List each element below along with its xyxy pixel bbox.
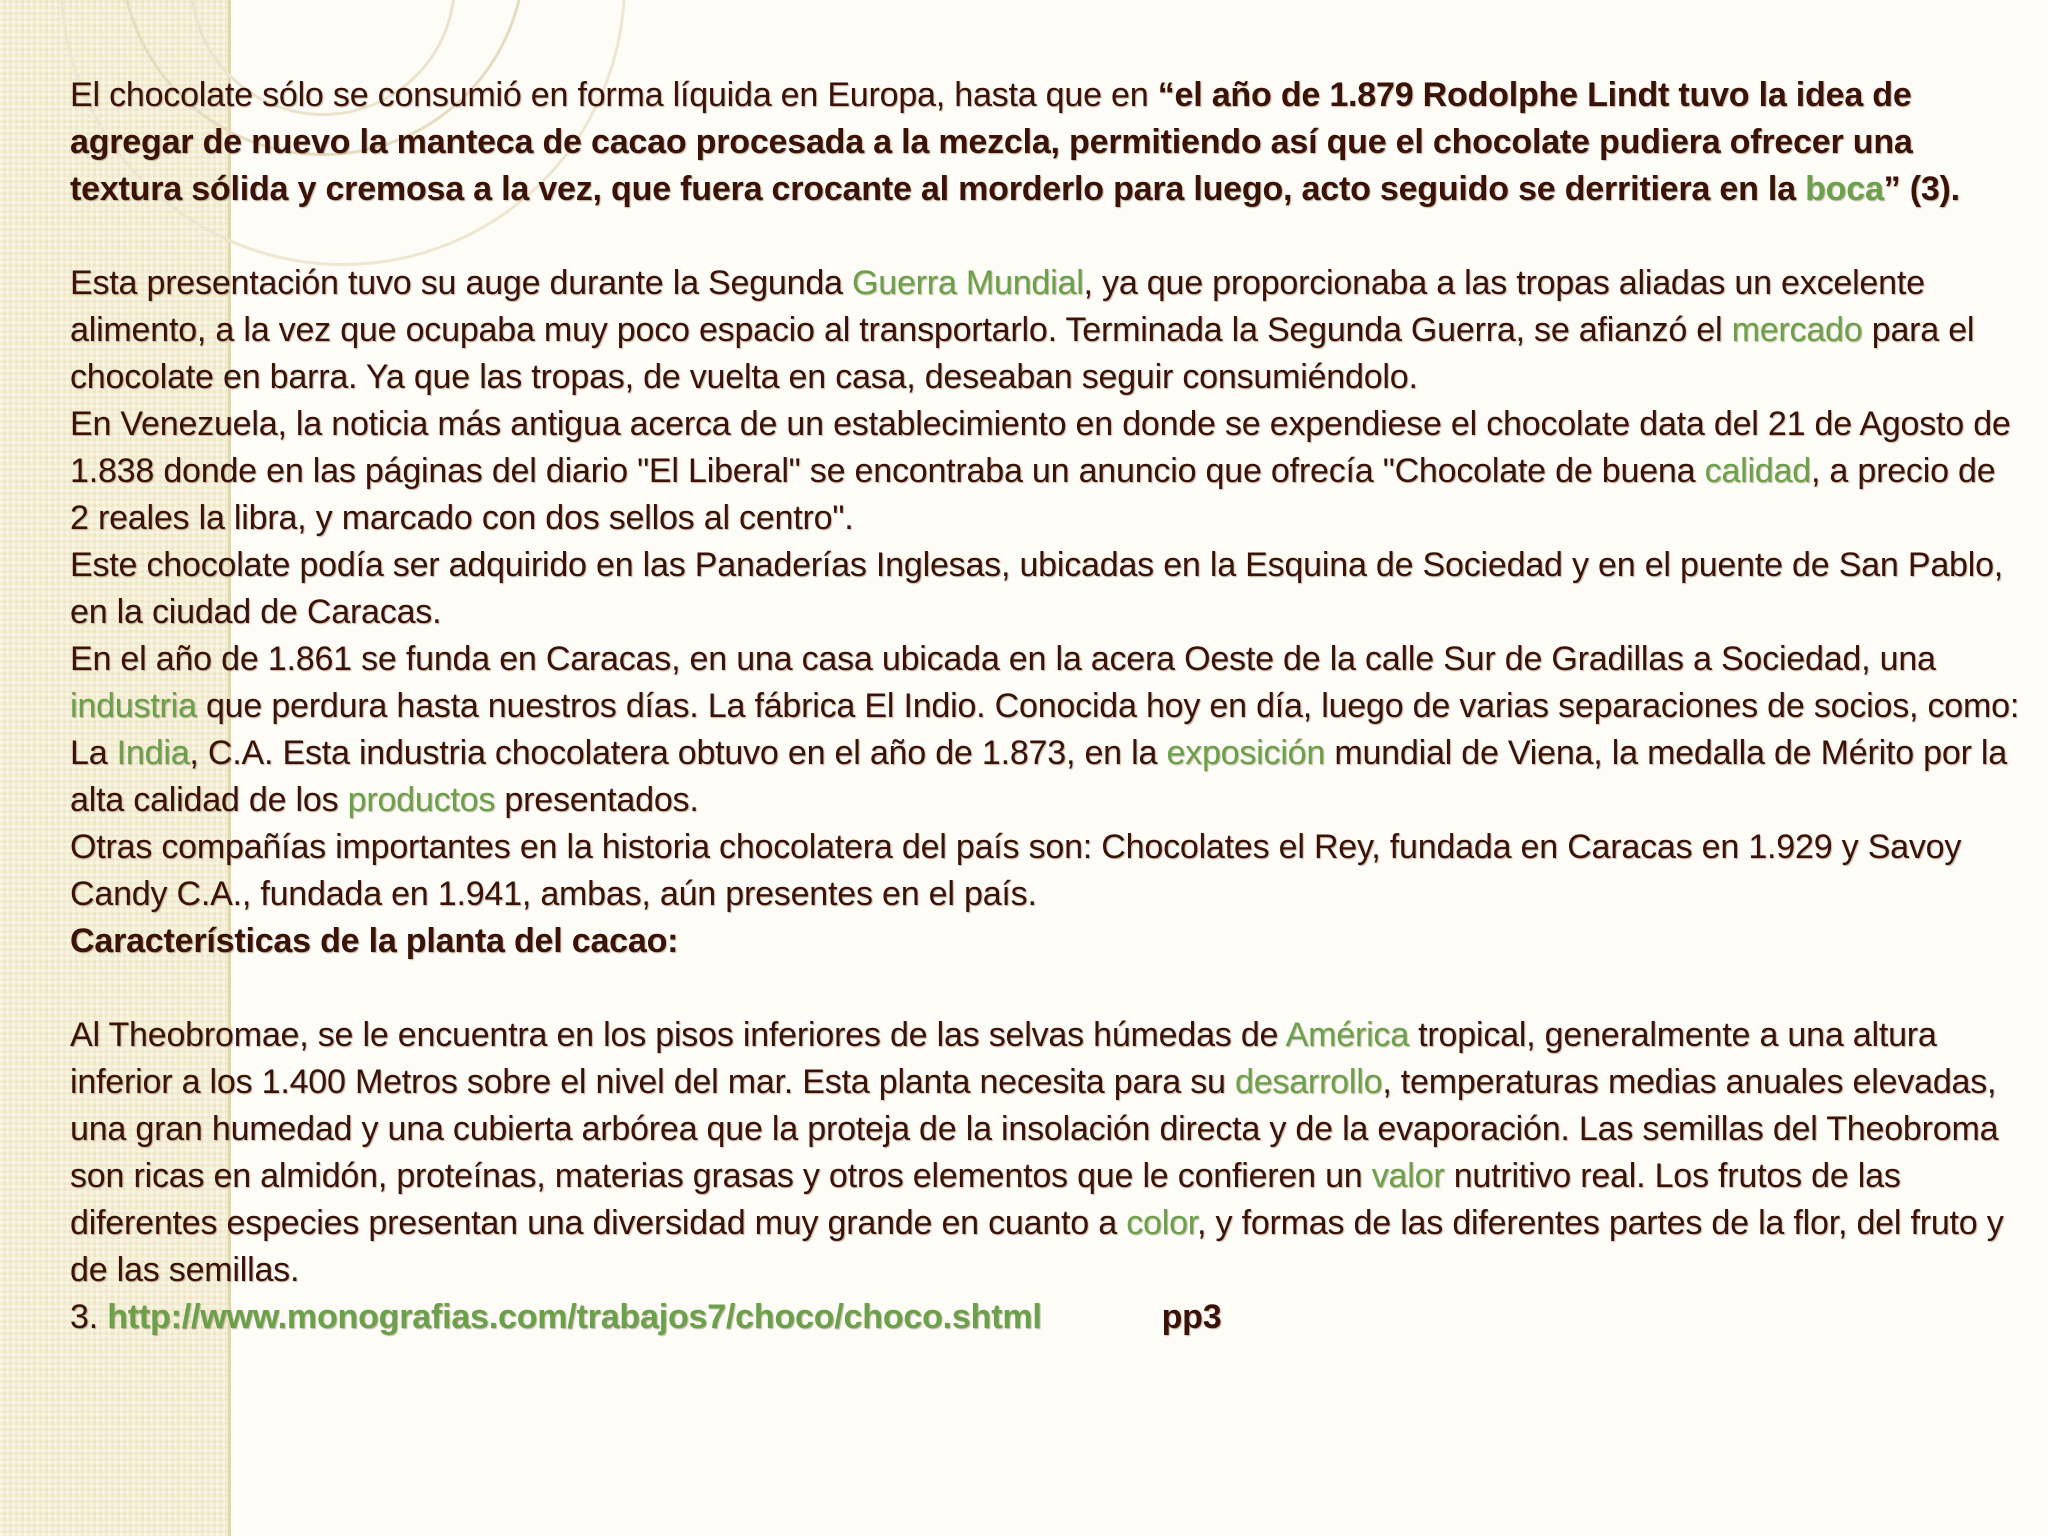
text-span: tropical, generalmente a una altura inferior a los 1.400 Metros sobre el nivel del mar. Esta planta necesita para su [70, 1016, 1937, 1101]
text-span: nutritivo real. Los frutos de las diferentes especies presentan una diversidad muy grande en cuanto a [70, 1157, 1901, 1242]
text-span: , ya que proporcionaba a las tropas aliadas un excelente alimento, a la vez que ocupaba muy poco espacio al transportarlo. Terminada la Segunda Guerra, se afianzó el [70, 264, 1925, 349]
paragraph-theobromae [70, 1012, 2020, 1294]
link-color[interactable]: color [1126, 1204, 1198, 1242]
text-span: Al Theobromae, se le encuentra en los pisos inferiores de las selvas húmedas de [70, 1016, 1286, 1054]
spacer [70, 213, 2020, 260]
text-span: , temperaturas medias anuales elevadas, una gran humedad y una cubierta arbórea que la proteja de la insolación directa y de la evaporación. Las semillas del Theobroma son ricas en almidón, proteínas, materias grasas y otros elementos que le confieren un [70, 1063, 1999, 1195]
paragraph-lindt [70, 72, 2020, 213]
link-productos[interactable]: productos [347, 781, 496, 819]
text-span: presentados. [495, 781, 699, 819]
spacer [70, 965, 2020, 1012]
paragraph-el-indio [70, 636, 2020, 824]
link-exposicion[interactable]: exposición [1166, 734, 1326, 772]
text-span: , C.A. Esta industria chocolatera obtuvo en el año de 1.873, en la [189, 734, 1167, 772]
link-calidad[interactable]: calidad [1704, 452, 1811, 490]
reference-line [70, 1294, 2020, 1341]
text-span: , y formas de las diferentes partes de la flor, del fruto y de las semillas. [70, 1204, 2004, 1289]
text-span: En el año de 1.861 se funda en Caracas, en una casa ubicada en la acera Oeste de la calle Sur de Gradillas a Sociedad, una [70, 640, 1936, 678]
text-span: “el año de 1.879 Rodolphe Lindt tuvo la idea de agregar de nuevo la manteca de cacao procesada a la mezcla, permitiendo así que el chocolate pudiera ofrecer una textura sólida y cremosa a la vez, que fuera crocante al morderlo para luego, acto seguido se derritiera en la [70, 76, 1913, 208]
link-america[interactable]: América [1285, 1016, 1409, 1054]
link-mercado[interactable]: mercado [1731, 311, 1863, 349]
link-industria[interactable]: industria [70, 687, 197, 725]
text-span: , a precio de 2 reales la libra, y marcado con dos sellos al centro". [70, 452, 1996, 537]
text-span: Esta presentación tuvo su auge durante la Segunda [70, 264, 853, 302]
paragraph-guerra [70, 260, 2020, 401]
section-heading: Características de la planta del cacao: [70, 922, 679, 960]
link-desarrollo[interactable]: desarrollo [1235, 1063, 1383, 1101]
reference-url-link[interactable]: http://www.monografias.com/trabajos7/choco/choco.shtml [107, 1298, 1042, 1336]
link-valor[interactable]: valor [1371, 1157, 1445, 1195]
paragraph-companias: Otras compañías importantes en la historia chocolatera del país son: Chocolates el Rey, fundada en Caracas en 1.929 y Savoy Candy C.A., fundada en 1.941, ambas, aún presentes en el país. [70, 828, 1962, 913]
page-reference: pp3 [1161, 1298, 1222, 1336]
text-span: mundial de Viena, la medalla de Mérito por la alta calidad de los [70, 734, 2008, 819]
slide-body [70, 72, 2020, 1341]
paragraph-panaderias: Este chocolate podía ser adquirido en las Panaderías Inglesas, ubicadas en la Esquina de Sociedad y en el puente de San Pablo, en la ciudad de Caracas. [70, 546, 2004, 631]
text-span: para el chocolate en barra. Ya que las tropas, de vuelta en casa, deseaban seguir consumiéndolo. [70, 311, 1975, 396]
text-span: En Venezuela, la noticia más antigua acerca de un establecimiento en donde se expendiese el chocolate data del 21 de Agosto de 1.838 donde en las páginas del diario "El Liberal" se encontraba un anuncio que ofrecía "Chocolate de buena [70, 405, 2011, 490]
text-span: El chocolate sólo se consumió en forma líquida en Europa, hasta que en [70, 76, 1158, 114]
text-span: ” (3). [1883, 170, 1960, 208]
link-india[interactable]: India [116, 734, 190, 772]
reference-number: 3. [70, 1298, 108, 1336]
link-boca[interactable]: boca [1805, 170, 1884, 208]
paragraph-venezuela [70, 401, 2020, 542]
text-span: que perdura hasta nuestros días. La fábrica El Indio. Conocida hoy en día, luego de varias separaciones de socios, como: La [70, 687, 2020, 772]
link-guerra-mundial[interactable]: Guerra Mundial [852, 264, 1084, 302]
